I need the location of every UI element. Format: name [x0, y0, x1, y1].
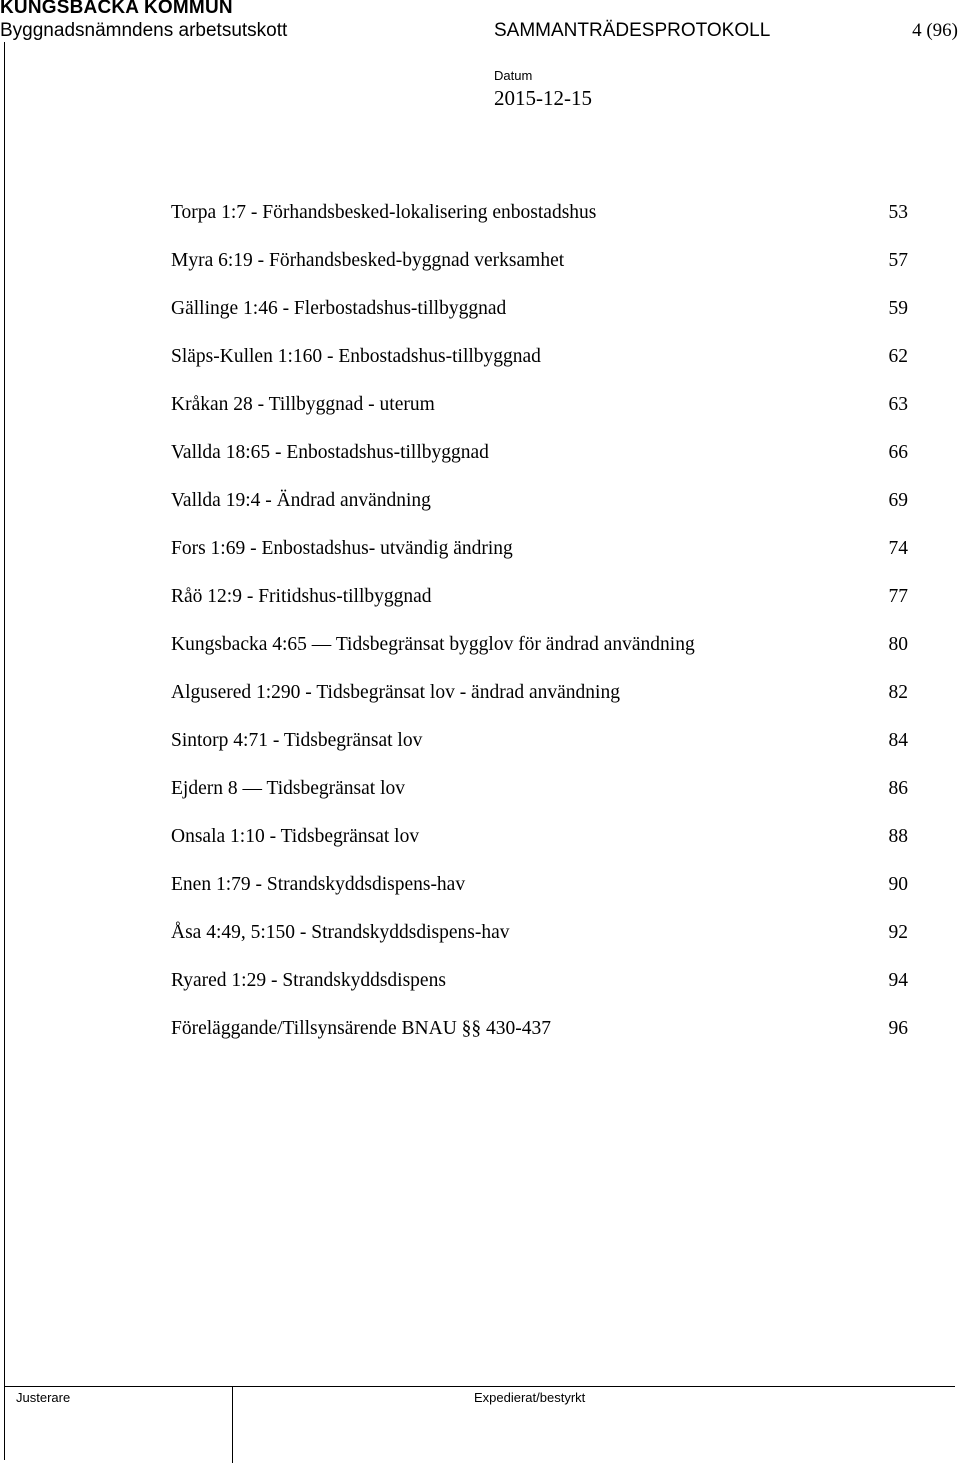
toc-entry-title: Onsala 1:10 - Tidsbegränsat lov — [171, 826, 420, 847]
toc-entry — [171, 536, 908, 584]
toc-entry-page: 82 — [888, 682, 908, 703]
table-of-contents — [171, 200, 908, 1064]
toc-entry-page: 84 — [888, 730, 908, 751]
toc-entry — [171, 968, 908, 1016]
toc-entry — [171, 584, 908, 632]
toc-entry-page: 53 — [888, 202, 908, 223]
toc-entry-title: Kråkan 28 - Tillbyggnad - uterum — [171, 394, 435, 415]
meeting-date: 2015-12-15 — [494, 86, 592, 110]
toc-entry-page: 59 — [888, 298, 908, 319]
toc-entry-page: 80 — [888, 634, 908, 655]
toc-entry — [171, 728, 908, 776]
toc-entry-page: 69 — [888, 490, 908, 511]
toc-entry-title: Ejdern 8 — Tidsbegränsat lov — [171, 778, 405, 799]
toc-entry — [171, 776, 908, 824]
toc-entry-page: 92 — [888, 922, 908, 943]
expedierat-label: Expedierat/bestyrkt — [474, 1390, 586, 1405]
toc-entry — [171, 920, 908, 968]
toc-entry-title: Fors 1:69 - Enbostadshus- utvändig ändring — [171, 538, 513, 559]
toc-entry-page: 74 — [888, 538, 908, 559]
toc-entry-title: Torpa 1:7 - Förhandsbesked-lokalisering enbostadshus — [171, 202, 597, 223]
page-number: 4 (96) — [912, 20, 958, 41]
toc-entry-title: Sintorp 4:71 - Tidsbegränsat lov — [171, 730, 423, 751]
toc-entry-page: 77 — [888, 586, 908, 607]
toc-entry-page: 62 — [888, 346, 908, 367]
toc-entry-title: Gällinge 1:46 - Flerbostadshus-tillbyggnad — [171, 298, 507, 319]
toc-entry — [171, 1016, 908, 1064]
toc-entry — [171, 440, 908, 488]
toc-entry-page: 63 — [888, 394, 908, 415]
toc-entry-title: Kungsbacka 4:65 — Tidsbegränsat bygglov för ändrad användning — [171, 634, 695, 655]
toc-entry-title: Släps-Kullen 1:160 - Enbostadshus-tillbyggnad — [171, 346, 541, 367]
toc-entry — [171, 248, 908, 296]
toc-entry — [171, 200, 908, 248]
toc-entry — [171, 872, 908, 920]
toc-entry-title: Råö 12:9 - Fritidshus-tillbyggnad — [171, 586, 432, 607]
toc-entry-title: Algusered 1:290 - Tidsbegränsat lov - ändrad användning — [171, 682, 620, 703]
organization-name: KUNGSBACKA KOMMUN — [0, 0, 233, 18]
footer-rule — [4, 1386, 955, 1387]
toc-entry-title: Myra 6:19 - Förhandsbesked-byggnad verksamhet — [171, 250, 565, 271]
toc-entry-page: 66 — [888, 442, 908, 463]
toc-entry — [171, 296, 908, 344]
document-type: SAMMANTRÄDESPROTOKOLL — [494, 20, 771, 41]
left-margin-rule — [4, 42, 5, 1460]
date-label: Datum — [494, 68, 533, 83]
footer-divider — [232, 1386, 233, 1463]
toc-entry — [171, 824, 908, 872]
toc-entry-page: 57 — [888, 250, 908, 271]
toc-entry — [171, 680, 908, 728]
toc-entry-page: 86 — [888, 778, 908, 799]
toc-entry-title: Föreläggande/Tillsynsärende BNAU §§ 430-437 — [171, 1018, 552, 1039]
toc-entry-page: 90 — [888, 874, 908, 895]
toc-entry — [171, 488, 908, 536]
toc-entry-title: Åsa 4:49, 5:150 - Strandskyddsdispens-hav — [171, 922, 510, 943]
toc-entry-page: 88 — [888, 826, 908, 847]
toc-entry-title: Vallda 19:4 - Ändrad användning — [171, 490, 431, 511]
toc-entry-title: Enen 1:79 - Strandskyddsdispens-hav — [171, 874, 466, 895]
toc-entry — [171, 344, 908, 392]
committee-name: Byggnadsnämndens arbetsutskott — [0, 20, 288, 41]
toc-entry — [171, 632, 908, 680]
toc-entry-page: 96 — [888, 1018, 908, 1039]
toc-entry-page: 94 — [888, 970, 908, 991]
justerare-label: Justerare — [16, 1390, 71, 1405]
toc-entry-title: Ryared 1:29 - Strandskyddsdispens — [171, 970, 446, 991]
toc-entry — [171, 392, 908, 440]
toc-entry-title: Vallda 18:65 - Enbostadshus-tillbyggnad — [171, 442, 489, 463]
